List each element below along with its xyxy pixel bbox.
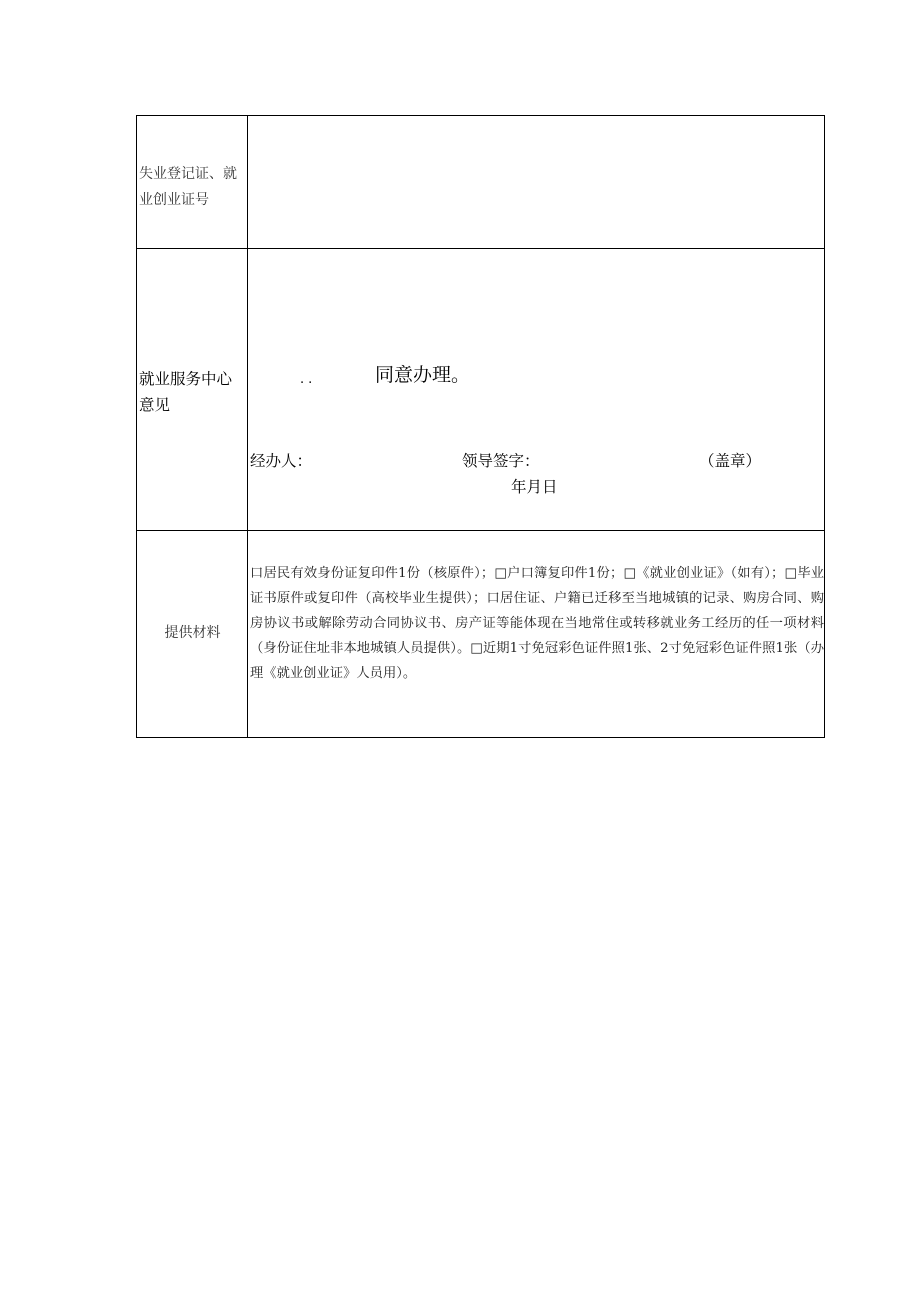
stamp-label: （盖章） <box>699 452 762 470</box>
required-materials-label: 提供材料 <box>164 625 221 641</box>
row-registration-number <box>137 116 824 249</box>
label-cell-opinion <box>137 249 248 530</box>
opinion-content-cell <box>248 249 824 530</box>
materials-content-cell <box>248 531 824 737</box>
service-center-opinion-label: 就业服务中心意见 <box>139 370 233 414</box>
handler-signature-label: 经办人： <box>250 452 313 470</box>
required-materials-text: 口居民有效身份证复印件1份（核原件）；□户口簿复印件1份；□《就业创业证》（如有）；□毕业证书原件或复印件（高校毕业生提供）；口居住证、户籍已迁移至当地城镇的记录、购房合同、购房协议书或解除劳动合同协议书、房产证等能体现在当地常住或转移就业务工经历的任一项材料（身份证住址非本地城镇人员提供）。□近期1寸免冠彩色证件照1张、2寸免冠彩色证件照1张（办理《就业创业证》人员用）。 <box>250 566 824 681</box>
dots-marker: .. <box>300 372 317 387</box>
leader-signature-label: 领导签字： <box>462 452 540 470</box>
row-service-center-opinion <box>137 249 824 531</box>
date-label: 年月日 <box>511 478 558 496</box>
label-cell-registration <box>137 116 248 248</box>
application-form-table <box>136 115 825 738</box>
row-required-materials <box>137 531 824 737</box>
label-cell-materials <box>137 531 248 737</box>
registration-number-label: 失业登记证、就业创业证号 <box>139 166 237 208</box>
agree-text: 同意办理。 <box>375 364 471 386</box>
registration-number-field[interactable] <box>248 116 824 248</box>
